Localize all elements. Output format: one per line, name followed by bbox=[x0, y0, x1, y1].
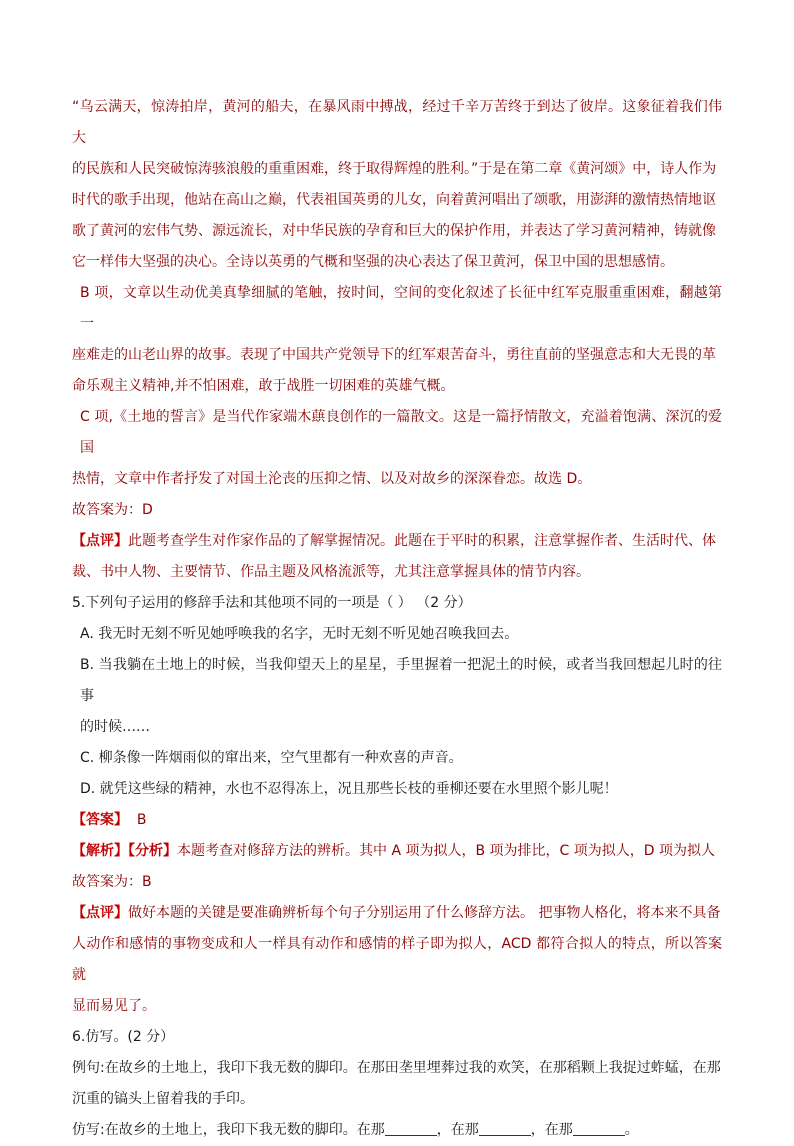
text-line: 裁、书中人物、主要情节、作品主题及风格流派等，尤其注意掌握具体的情节内容。 bbox=[72, 564, 590, 580]
document-body bbox=[72, 92, 722, 1146]
text-line: 它一样伟大坚强的决心。全诗以英勇的气概和坚强的决心表达了保卫黄河，保卫中国的思想感情。 bbox=[72, 254, 674, 270]
comment-text: 此题考查学生对作家作品的了解掌握情况。此题在于平时的积累，注意掌握作者、生活时代、体 bbox=[128, 533, 716, 549]
analysis-q5 bbox=[72, 836, 722, 867]
example-line: 例句:在故乡的土地上，我印下我无数的脚印。在那田垄里埋葬过我的欢笑，在那稻颗上我捉过蚱蜢，在那 bbox=[72, 1060, 721, 1076]
imitation-mid-1: ，在那 bbox=[436, 1122, 479, 1138]
paragraph-huanghe bbox=[72, 92, 722, 278]
imitation-end: 。 bbox=[624, 1122, 639, 1138]
text-line: 歌了黄河的宏伟气势、源远流长，对中华民族的孕育和巨大的保护作用，并表达了学习黄河精神，铸就像 bbox=[72, 223, 716, 239]
comment-tag: 【点评】 bbox=[72, 905, 128, 921]
text-line: 命乐观主义精神,并不怕困难，敢于战胜一切困难的英雄气概。 bbox=[72, 378, 455, 394]
analysis-tag: 【解析】【分析】 bbox=[72, 843, 177, 859]
example-line: 沉重的镐头上留着我的手印。 bbox=[72, 1091, 254, 1107]
question-5 bbox=[72, 588, 722, 805]
text-line: 座难走的山老山界的故事。表现了中国共产党领导下的红军艰苦奋斗，勇往直前的坚强意志和大无畏的革 bbox=[72, 347, 716, 363]
option-b: B. 当我躺在土地上的时候，当我仰望天上的星星，手里握着一把泥土的时候，或者当我回想起儿时的往事 bbox=[80, 657, 722, 704]
option-b-cont: 的时候…… bbox=[80, 719, 150, 735]
imitation-line bbox=[72, 1115, 722, 1146]
imitation-mid-2: ，在那 bbox=[530, 1122, 573, 1138]
question-stem: 5.下列句子运用的修辞手法和其他项不同的一项是（ ） （2 分） bbox=[72, 595, 472, 611]
question-6 bbox=[72, 1022, 722, 1146]
analysis-text: 本题考查对修辞方法的辨析。其中 A 项为拟人，B 项为排比，C 项为拟人，D 项为拟人 bbox=[177, 843, 715, 859]
text-line: “乌云满天，惊涛拍岸，黄河的船夫，在暴风雨中搏战，经过千辛万苦终于到达了彼岸。这象征着我们伟大 bbox=[72, 99, 722, 146]
answer-tag: 【答案】 bbox=[72, 812, 128, 828]
comment-text: 做好本题的关键是要准确辨析每个句子分别运用了什么修辞方法。 把事物人格化，将本来不具备 bbox=[128, 905, 721, 921]
text-line: 的民族和人民突破惊涛骇浪般的重重困难，终于取得辉煌的胜利。”于是在第二章《黄河颂》中，诗人作为 bbox=[72, 161, 717, 177]
blank-2[interactable] bbox=[479, 1121, 531, 1136]
text-line: 显而易见了。 bbox=[72, 998, 156, 1014]
paragraph-option-c bbox=[72, 402, 722, 495]
comment-q5 bbox=[72, 898, 722, 1022]
imitation-prefix: 仿写:在故乡的土地上，我印下我无数的脚印。在那 bbox=[72, 1122, 385, 1138]
text-line bbox=[72, 898, 722, 929]
blank-1[interactable] bbox=[385, 1121, 437, 1136]
blank-3[interactable] bbox=[573, 1121, 625, 1136]
option-d: D. 就凭这些绿的精神，水也不忍得冻上，况且那些长枝的垂柳还要在水里照个影儿呢！ bbox=[80, 781, 618, 797]
comment-tag: 【点评】 bbox=[72, 533, 128, 549]
answer-line-q5: 故答案为：B bbox=[72, 874, 152, 890]
answer-q5 bbox=[72, 805, 722, 836]
text-line: B 项，文章以生动优美真挚细腻的笔触，按时间，空间的变化叙述了长征中红军克服重重困难，翻越第一 bbox=[80, 285, 722, 332]
text-line: 时代的歌手出现，他站在高山之巅，代表祖国英勇的儿女，向着黄河唱出了颂歌，用澎湃的激情热情地讴 bbox=[72, 192, 716, 208]
option-a: A. 我无时无刻不听见她呼唤我的名字，无时无刻不听见她召唤我回去。 bbox=[80, 626, 519, 642]
answer-line-q4: 故答案为：D bbox=[72, 502, 153, 518]
option-c: C. 柳条像一阵烟雨似的窜出来，空气里都有一种欢喜的声音。 bbox=[80, 750, 463, 766]
comment-q4 bbox=[72, 526, 722, 588]
text-line bbox=[72, 526, 722, 557]
answer-value: B bbox=[136, 812, 147, 828]
question-stem: 6.仿写。(2 分） bbox=[72, 1029, 175, 1045]
paragraph-option-b bbox=[72, 278, 722, 402]
text-line: 热情，文章中作者抒发了对国土沦丧的压抑之情、以及对故乡的深深眷恋。故选 D。 bbox=[72, 471, 592, 487]
text-line: C 项,《土地的誓言》是当代作家端木蕻良创作的一篇散文。这是一篇抒情散文，充溢着饱满、深沉的爱国 bbox=[80, 409, 722, 456]
text-line: 人动作和感情的事物变成和人一样具有动作和感情的样子即为拟人，ACD 都符合拟人的特点，所以答案就 bbox=[72, 936, 722, 983]
